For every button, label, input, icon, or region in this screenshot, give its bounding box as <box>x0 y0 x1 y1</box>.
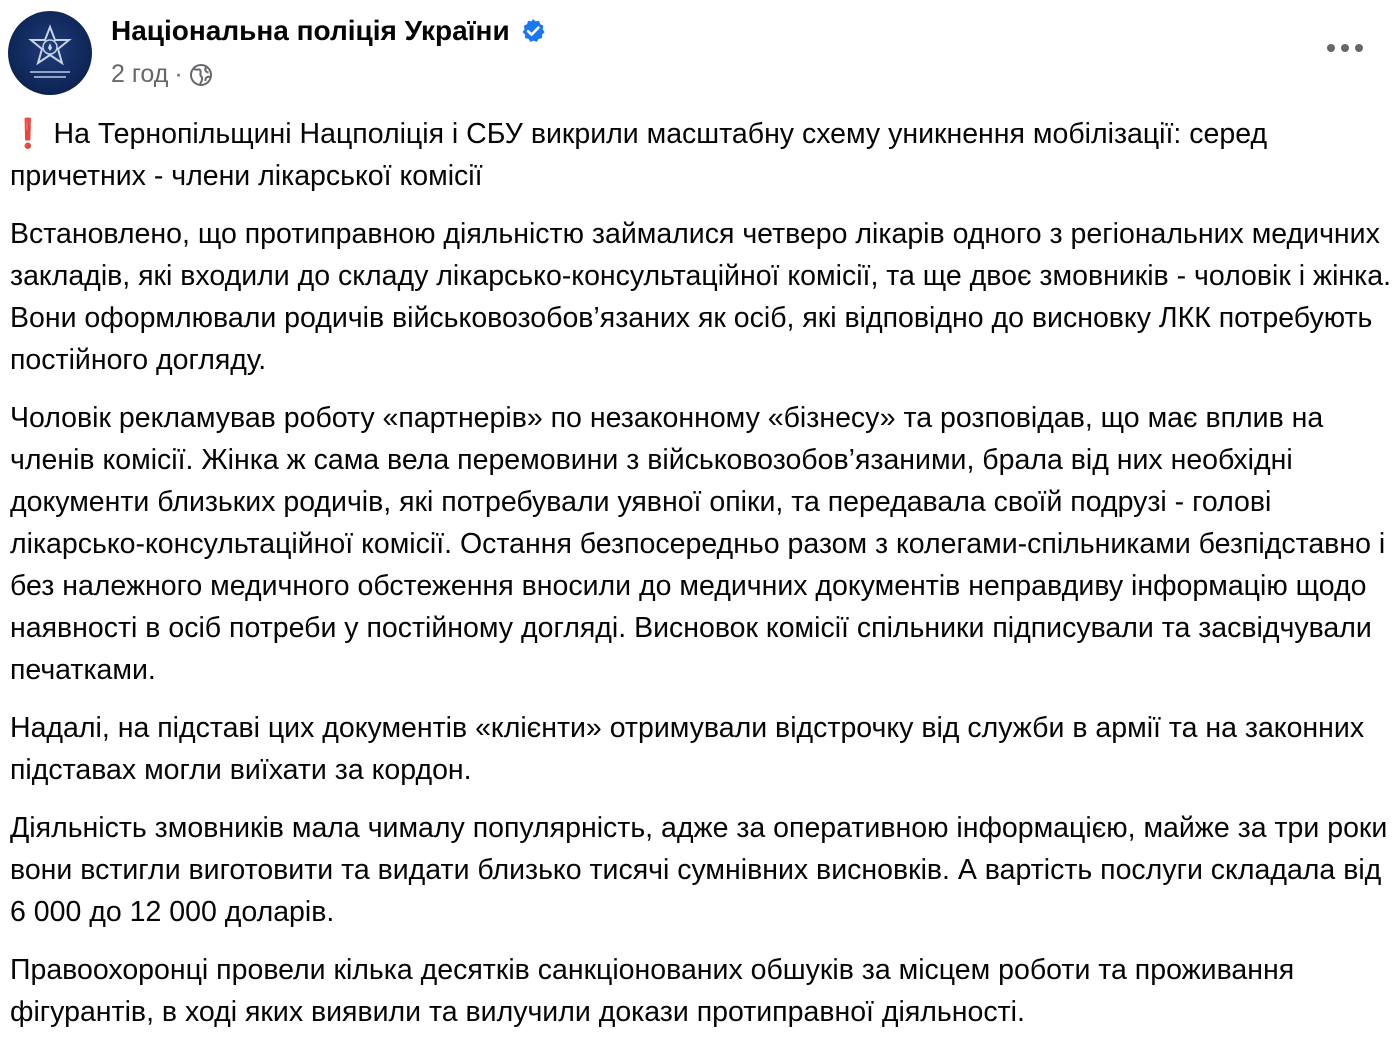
more-options-button[interactable] <box>1320 28 1370 68</box>
meta-separator: · <box>174 60 183 88</box>
more-dots-icon <box>1325 42 1365 54</box>
post-paragraph: Правоохоронці провели кілька десятків санкціонованих обшуків за місцем роботи та проживання фігурантів, в ході яких виявили та вилучили докази протиправної діяльності. <box>10 954 1295 1028</box>
post-headline <box>10 113 1396 197</box>
headline-text: На Тернопільщині Нацполіція і СБУ викрили масштабну схему уникнення мобілізації: серед причетних - члени лікарської комісії <box>10 118 1268 192</box>
post-text <box>10 113 1396 1049</box>
post-paragraph: Чоловік рекламував роботу «партнерів» по незаконному «бізнесу» та розповідав, що має вплив на членів комісії. Жінка ж сама вела перемовини з військовозобов’язаними, брала від них необхідні документи близьких родичів, які потребували уявної опіки, та передавала своїй подрузі - голові лікарсько-консультаційної комісії. Остання безпосередньо разом з колегами-спільниками безпідставно і без належного медичного обстеження вносили до медичних документів неправдиву інформацію щодо наявності в осіб потреби у постійному догляді. Висновок комісії спільники підписували та засвідчували печатками. <box>10 402 1386 686</box>
post-meta <box>111 60 213 89</box>
post-header <box>0 0 1400 100</box>
page-name-link[interactable] <box>111 15 546 47</box>
verified-badge-icon <box>520 18 546 44</box>
post-paragraph: Встановлено, що протиправною діяльністю займалися четверо лікарів одного з регіональних медичних закладів, які входили до складу лікарсько-консультаційної комісії, та ще двоє змовників - чоловік і жінка. Вони оформлювали родичів військовозобов’язаних як осіб, які відповідно до висновку ЛКК потребують постійного догляду. <box>10 218 1391 376</box>
post-time[interactable]: 2 год <box>111 60 169 88</box>
avatar[interactable] <box>8 11 92 95</box>
police-star-logo-icon <box>8 11 92 95</box>
globe-icon[interactable] <box>189 63 213 87</box>
exclamation-icon: ❗ <box>10 118 46 150</box>
page-name[interactable]: Національна поліція України <box>111 15 510 46</box>
post-paragraph: Діяльність змовників мала чималу популярність, адже за оперативною інформацією, майже за три роки вони встигли виготовити та видати близько тисячі сумнівних висновків. А вартість послуги складала від 6 000 до 12 000 доларів. <box>10 812 1388 928</box>
post-paragraph: Надалі, на підставі цих документів «клієнти» отримували відстрочку від служби в армії та на законних підставах могли виїхати за кордон. <box>10 712 1365 786</box>
